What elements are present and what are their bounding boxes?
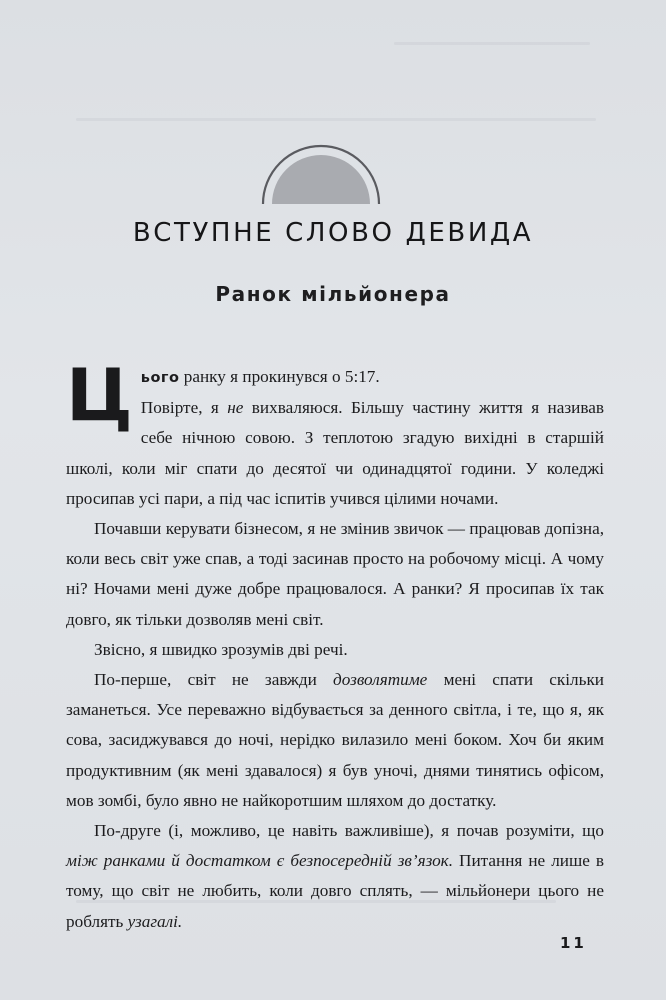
lead-in: ього bbox=[140, 370, 180, 386]
emphasis: дозволятиме bbox=[333, 670, 428, 690]
chapter-emblem-icon bbox=[258, 138, 384, 206]
paragraph bbox=[66, 353, 604, 514]
text-run: вихваляюся. Більшу частину життя я називав себе нічною совою. З теплотою згадую вихідні в старшій школі, коли міг спати до десятої чи одинадцятої години. У коледжі просипав усі пари, а під час іспитів учився цілими ночами. bbox=[66, 398, 604, 508]
paragraph: Почавши керувати бізнесом, я не змінив звичок — працював допізна, коли весь світ уже спав, а тоді засинав просто на робочому місці. А чому ні? Ночами мені дуже добре працювалося. А ранки? Я просипав їх так довго, як тільки дозволяв мені світ. bbox=[66, 519, 604, 629]
show-through-line bbox=[394, 42, 590, 45]
emphasis: між ранками й достатком є безпосередній зв’язок. bbox=[66, 851, 454, 871]
page-number: 11 bbox=[560, 934, 587, 952]
text-run: ранку я прокинувся о 5:17. bbox=[179, 367, 380, 386]
text-run: Повірте, я bbox=[140, 398, 228, 418]
emphasis: узагалі. bbox=[127, 911, 183, 931]
paragraph bbox=[66, 665, 604, 816]
show-through-line bbox=[76, 118, 596, 121]
chapter-subtitle: Ранок мільйонера bbox=[215, 282, 451, 306]
text-run: мені спати скільки заманеться. Усе переважно відбувається за денного світла, і те, що я, як сова, засиджувався до ночі, нерідко вилазило мені боком. Хоч би яким продуктивним (як мені здавалося) я був уночі, днями тинятись офісом, мов зомбі, було явно не найкоротшим шляхом до достатку. bbox=[66, 670, 604, 810]
paragraph: Звісно, я швидко зрозумів дві речі. bbox=[94, 639, 348, 659]
paragraph bbox=[66, 816, 604, 937]
text-run: По-перше, світ не завжди bbox=[94, 670, 334, 690]
chapter-title: ВСТУПНЕ СЛОВО ДЕВИДА bbox=[132, 218, 534, 248]
emphasis: не bbox=[227, 398, 244, 418]
drop-cap: Ц bbox=[66, 353, 133, 437]
body-text bbox=[66, 353, 605, 937]
text-run: Питання не лише в тому, що світ не любить, коли довго сплять, — мільйонери цього не роблять bbox=[66, 851, 605, 931]
text-run: По-друге (і, можливо, це навіть важливіше), я почав розуміти, що bbox=[94, 821, 604, 841]
